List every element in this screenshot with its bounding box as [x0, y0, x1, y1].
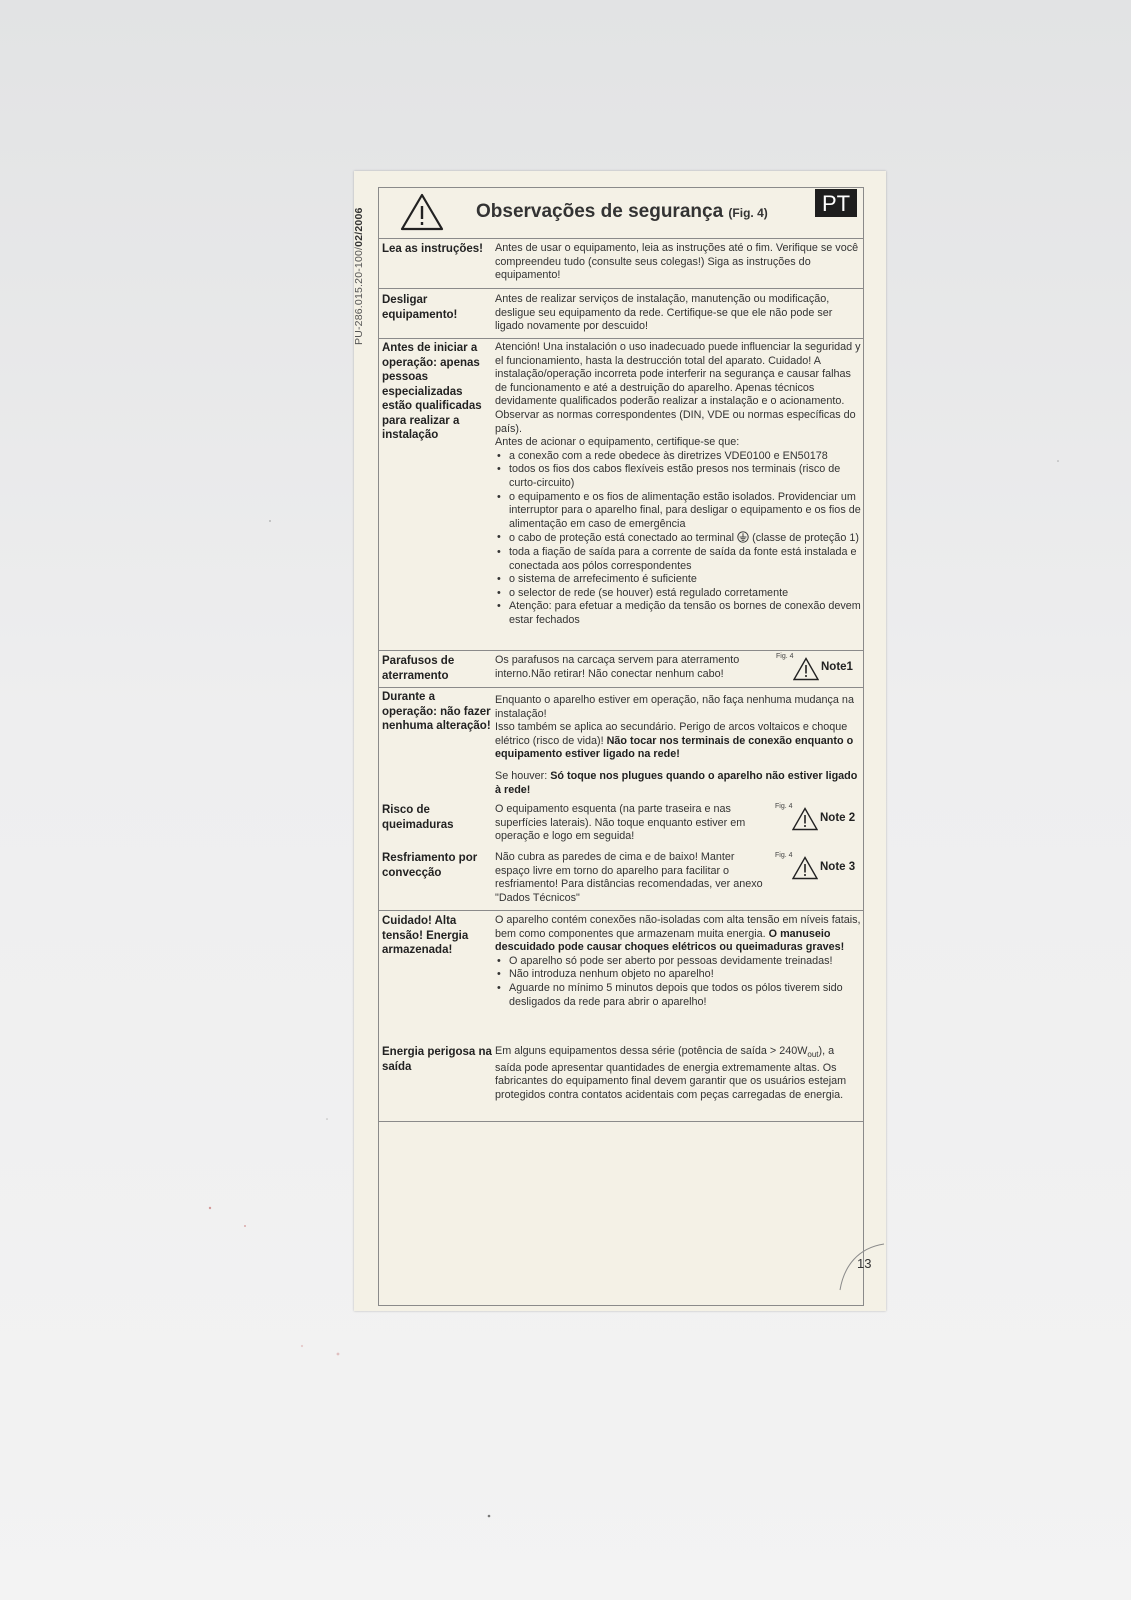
- list-item: • o sistema de arrefecimento é suficiente: [495, 573, 862, 587]
- section-label: Durante a operação: não fazer nenhuma alteração!: [382, 691, 491, 732]
- figure-reference: Fig. 4: [775, 803, 793, 810]
- section-text: O equipamento esquenta (na parte traseira e nas superfícies laterais). Não toque enquanto estiver em operação e logo em seguida!: [495, 803, 746, 843]
- checklist-intro: Antes de acionar o equipamento, certifique-se que:: [495, 436, 740, 449]
- section-text: Não cubra as paredes de cima e de baixo! Manter espaço livre em torno do aparelho para facilitar o resfriamento! Para distâncias recomendadas, ver anexo "Dados Técnicos": [495, 851, 763, 904]
- section-label: Resfriamento por convecção: [382, 852, 478, 879]
- list-item: • Aguarde no mínimo 5 minutos depois que todos os pólos tiverem sido desligados da rede para abrir o aparelho!: [495, 982, 862, 1009]
- note-label: Note1: [821, 661, 853, 673]
- section-text: Antes de realizar serviços de instalação, manutenção ou modificação, desligue seu equipamento da rede. Certifique-se que ele não pode ser ligado novamente por descuido!: [495, 293, 833, 333]
- section-label: Energia perigosa na saída: [382, 1046, 492, 1073]
- language-badge: PT: [815, 189, 857, 217]
- section-label: Desligar equipamento!: [382, 294, 458, 321]
- document-code: PU-286.015.20-100/02/2006: [353, 207, 365, 345]
- list-item: • O aparelho só pode ser aberto por pessoas devidamente treinadas!: [495, 955, 862, 969]
- section-text: Isso também se aplica ao secundário. Perigo de arcos voltaicos e choque elétrico (risco de vida)! Não tocar nos terminais de conexão enquanto o equipamento estiver ligado na rede!: [495, 721, 854, 761]
- page-title: Observações de segurança (Fig. 4): [476, 201, 768, 222]
- section-text: Se houver: Só toque nos plugues quando o aparelho não estiver ligado à rede!: [495, 769, 858, 796]
- section-text: O aparelho contém conexões não-isoladas com alta tensão em níveis fatais, bem como componentes que armazenam muita energia. O manuseio descuidado pode causar choques elétricos ou queimaduras graves!: [495, 914, 861, 954]
- section-text: Em alguns equipamentos dessa série (potência de saída > $240W_{out}$), a saída pode apresentar quantidades de energia extremamente altas. Os fabricantes do equipamento final devem garantir que os usuários estejam protegidos contra contatos acidentais com peças carregadas de energia.: [495, 1045, 847, 1101]
- section-text: Atención! Una instalación o uso inadecuado puede influenciar la seguridad y el funcionamiento, hasta la destrucción total del aparato. Cuidado! A instalação/operação incorreta pode interferir na segurança e causar falhas de funcionamento e até a destruição do aparelho. Apenas técnicos devidamente qualificados poderão realizar a instalação e o acionamento. Observar as normas correspondentes (DIN, VDE ou normas específicas do país).: [495, 341, 861, 435]
- warning-text: Não tocar nos terminais de conexão enquanto o equipamento estiver ligado na rede!: [495, 734, 854, 761]
- section-label: Cuidado! Alta tensão! Energia armazenada!: [382, 915, 469, 956]
- section-label: Risco de queimaduras: [382, 804, 454, 831]
- section-text: Os parafusos na carcaça servem para aterramento interno.Não retirar! Não conectar nenhum cabo!: [495, 654, 740, 680]
- list-item: • toda a fiação de saída para a corrente de saída da fonte está instalada e conectada aos pólos correspondentes: [495, 546, 862, 573]
- list-item: • a conexão com a rede obedece às diretrizes VDE0100 e EN50178: [495, 450, 862, 464]
- figure-reference: Fig. 4: [775, 852, 793, 859]
- figure-reference: Fig. 4: [776, 653, 794, 660]
- warning-text: Só toque nos plugues quando o aparelho não estiver ligado à rede!: [495, 769, 858, 796]
- note-label: Note 2: [820, 812, 856, 824]
- section-label: Parafusos de aterramento: [382, 655, 455, 682]
- note-label: Note 3: [820, 861, 856, 873]
- page-number: 13: [857, 1256, 872, 1271]
- document-date: 02/2006: [353, 207, 365, 247]
- list-item: • o cabo de proteção está conectado ao terminal (classe de proteção 1): [495, 531, 862, 546]
- list-item: • todos os fios dos cabos flexíveis estão presos nos terminais (risco de curto-circuito): [495, 463, 862, 490]
- section-text: Enquanto o aparelho estiver em operação, não faça nenhuma mudança na instalação!: [495, 694, 854, 720]
- section-label: Lea as instruções!: [382, 243, 483, 255]
- list-item: • Atenção: para efetuar a medição da tensão os bornes de conexão devem estar fechados: [495, 600, 862, 627]
- warning-text: O manuseio descuidado pode causar choques elétricos ou queimaduras graves!: [495, 927, 845, 954]
- title-figure-reference: (Fig. 4): [728, 206, 768, 220]
- list-item: • Não introduza nenhum objeto no aparelho!: [495, 968, 862, 982]
- list-item: • o selector de rede (se houver) está regulado corretamente: [495, 587, 862, 601]
- list-item: • o equipamento e os fios de alimentação estão isolados. Providenciar um interruptor para o aparelho final, para desligar o equipamento e os fios de alimentação em caso de emergência: [495, 491, 862, 532]
- section-label: Antes de iniciar a operação: apenas pessoas especializadas estão qualificadas para realizar a instalação: [382, 342, 482, 441]
- section-text: Antes de usar o equipamento, leia as instruções até o fim. Verifique se você compreendeu tudo (consulte seus colegas!) Siga as instruções do equipamento!: [495, 242, 859, 282]
